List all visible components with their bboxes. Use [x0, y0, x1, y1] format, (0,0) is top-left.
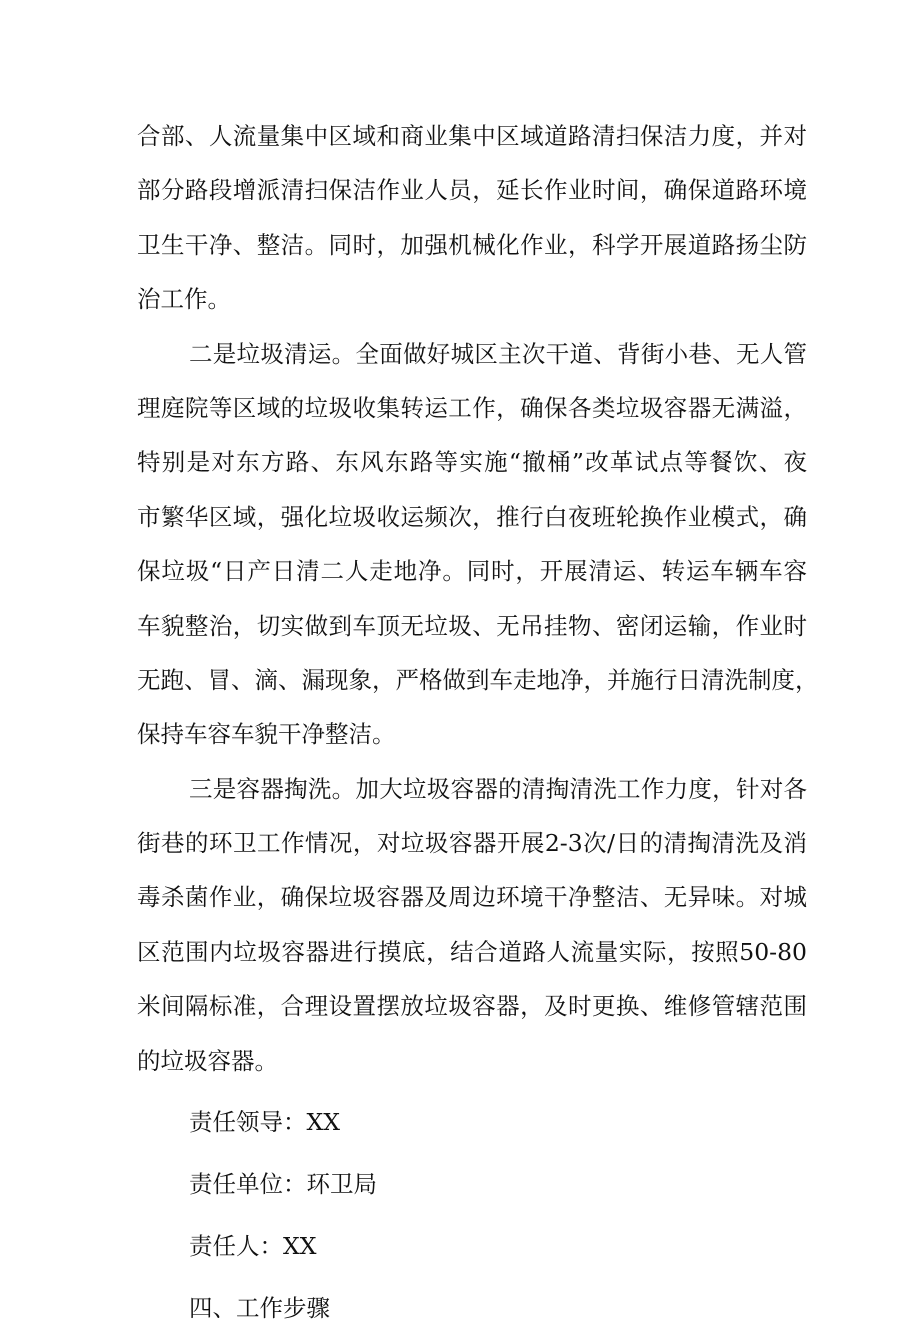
- text-line: 的垃圾容器。: [137, 1046, 278, 1075]
- text-line: 保持车容车貌干净整洁。: [137, 720, 396, 749]
- paragraph-garbage-collection: [137, 327, 819, 762]
- text-line: 保垃圾“日产日清二人走地净。同时，开展清运、转运车辆车容: [137, 557, 807, 586]
- text-line: 车貌整治，切实做到车顶无垃圾、无吊挂物、密闭运输，作业时: [137, 611, 807, 640]
- text-line: 米间隔标准，合理设置摆放垃圾容器，及时更换、维修管辖范围: [137, 992, 807, 1021]
- text-line: 特别是对东方路、东风东路等实施“撤桶”改革试点等餐饮、夜: [137, 448, 807, 477]
- text-line: 市繁华区域，强化垃圾收运频次，推行白夜班轮换作业模式，确: [137, 502, 807, 531]
- paragraph-road-cleaning: [137, 109, 807, 327]
- text-line: 部分路段增派清扫保洁作业人员，延长作业时间，确保道路环境: [137, 176, 807, 205]
- responsible-person: 责任人：XX: [189, 1232, 317, 1261]
- text-line: 无跑、冒、滴、漏现象，严格做到车走地净，并施行日清洗制度，: [137, 665, 819, 694]
- text-line: 毒杀菌作业，确保垃圾容器及周边环境干净整洁、无异味。对城: [137, 883, 807, 912]
- text-line: 区范围内垃圾容器进行摸底，结合道路人流量实际，按照50-80: [137, 937, 807, 966]
- text-line: 二是垃圾清运。全面做好城区主次干道、背街小巷、无人管: [189, 339, 807, 368]
- paragraph-container-washing: [137, 762, 807, 1088]
- text-line: 三是容器掏洗。加大垃圾容器的清掏清洗工作力度，针对各: [189, 774, 807, 803]
- responsible-leader: 责任领导：XX: [189, 1108, 340, 1137]
- document-body: [137, 109, 819, 1339]
- responsible-unit: 责任单位：环卫局: [189, 1170, 377, 1199]
- text-line: 卫生干净、整洁。同时，加强机械化作业，科学开展道路扬尘防: [137, 230, 807, 259]
- text-line: 治工作。: [137, 285, 231, 314]
- text-line: 合部、人流量集中区域和商业集中区域道路清扫保洁力度，并对: [137, 122, 807, 150]
- text-line: 理庭院等区域的垃圾收集转运工作，确保各类垃圾容器无满溢，: [137, 393, 807, 422]
- section-heading: 四、工作步骤: [189, 1294, 330, 1323]
- text-line: 街巷的环卫工作情况，对垃圾容器开展2-3次/日的清掏清洗及消: [137, 829, 807, 858]
